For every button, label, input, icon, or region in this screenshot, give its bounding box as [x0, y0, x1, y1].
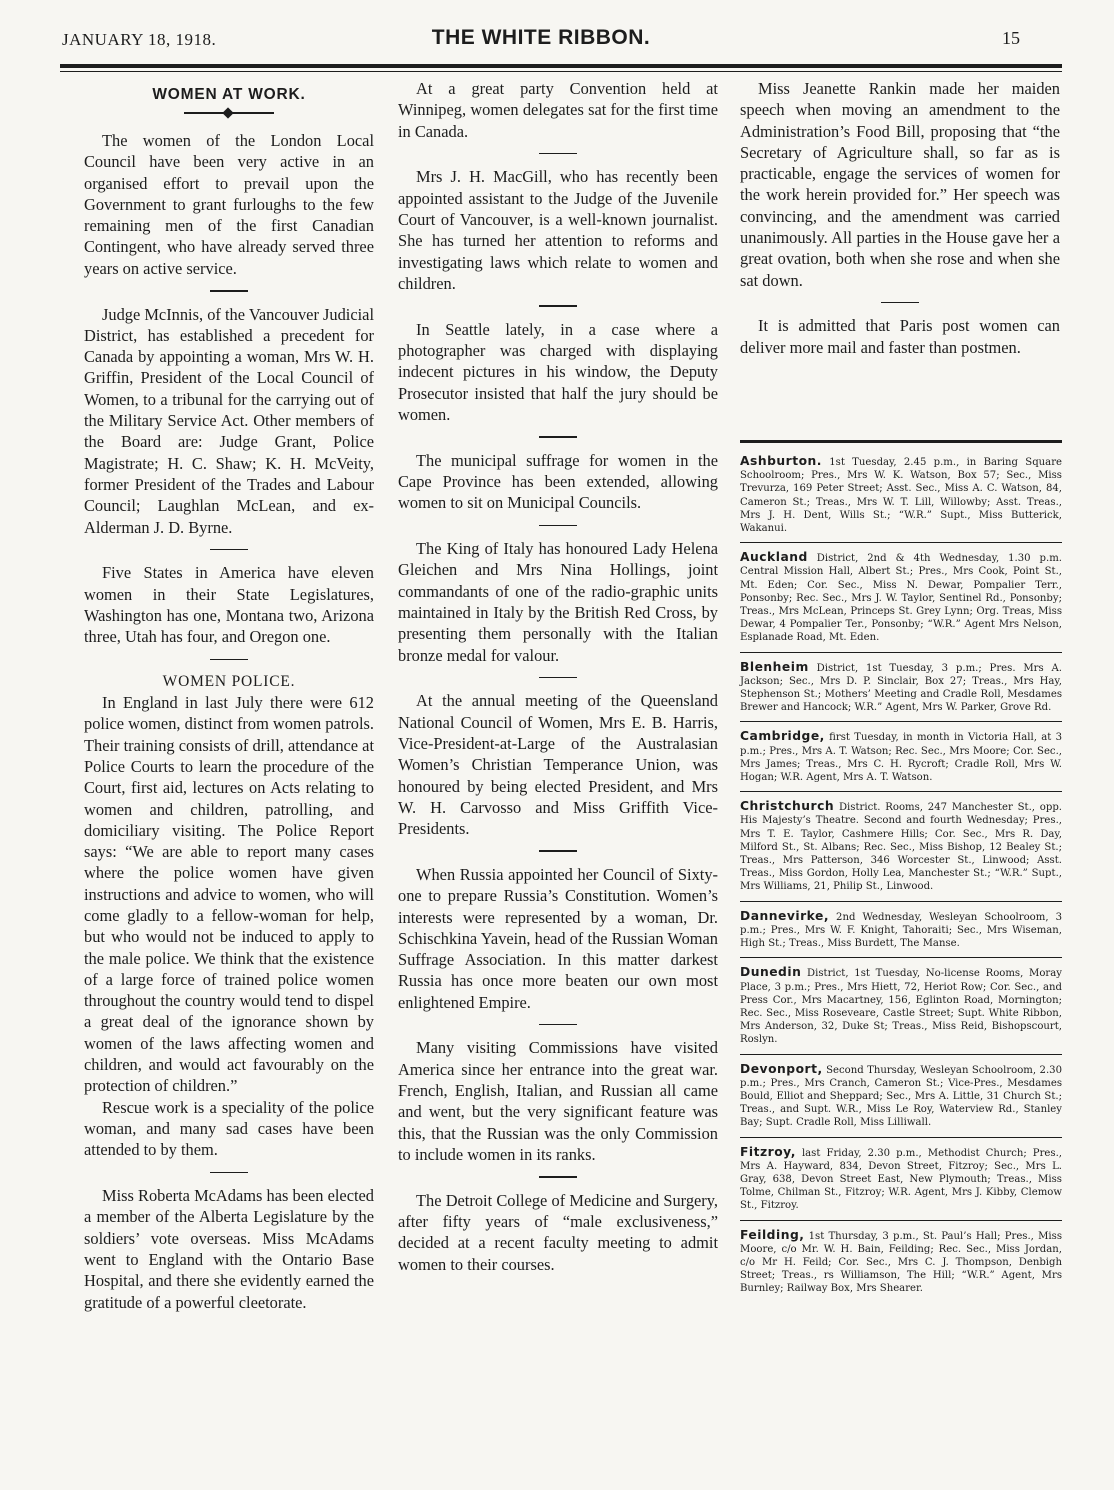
short-rule — [210, 1172, 248, 1174]
branch-details: 2nd Wednesday, Wesleyan Schoolroom, 3 p.m.; Pres., Mrs W. F. Knight, Tahoraiti; Sec., Mrs Wiseman, High St.; Treas., Miss Burdett, The Manse. — [740, 911, 1062, 950]
article-paragraph: The Detroit College of Medicine and Surgery, after fifty years of “male exclusiveness,” decided at a recent faculty meeting to admit women to their courses. — [398, 1190, 718, 1274]
column-3 — [740, 78, 1060, 358]
branch-details: Second Thursday, Wesleyan Schoolroom, 2.30 p.m.; Pres., Mrs Cranch, Cameron St.; Vice-Pres., Mesdames Bould, Elliot and Sheppard; Sec., Mrs A. Little, 31 Church St.; Treas., and Supt. W.R., Miss Le Roy, Waterview Rd., Stanley Bay; Supt. Cradle Roll, Miss Lilliwall. — [740, 1064, 1062, 1129]
directory-entry — [740, 1146, 1062, 1213]
article-paragraph: At a great party Convention held at Winnipeg, women delegates sat for the first time in Canada. — [398, 79, 718, 141]
ornament-divider — [184, 108, 274, 118]
branch-details: 1st Thursday, 3 p.m., St. Paul’s Hall; Pres., Miss Moore, c/o Mr. W. H. Bain, Feilding; Rec. Sec., Miss Jordan, c/o Mr H. Feild; Cor. Sec., Mrs C. J. Thompson, Denbigh Street; Treas., rs Williamson, The Hill; “W.R.” Agent, Mrs Burnley; Railway Box, Mrs Shearer. — [740, 1230, 1062, 1295]
short-rule — [881, 302, 919, 304]
article-paragraph: The women of the London Local Council have been very active in an organised effort to prevail upon the Government to grant furloughs to the few remaining men of the first Canadian Contingent, who have already served three years on active service. — [84, 131, 374, 278]
entry-divider — [740, 1220, 1062, 1221]
branch-details: District, 2nd & 4th Wednesday, 1.30 p.m. Central Mission Hall, Albert St.; Pres., Mrs Cook, Point St., Mt. Eden; Cor. Sec., Miss N. Dewar, Pompalier Terr., Ponsonby; Rec. Sec., Mrs J. W. Taylor, Sentinel Rd., Ponsonby; Treas., Mrs McLean, Princeps St. Grey Lynn; Org. Treas, Miss Dewar, 4 Pompalier Ter., Ponsonby; “W.R.” Agent Mrs Nelson, Esplanade Road, Mt. Eden. — [740, 553, 1062, 644]
short-rule — [539, 436, 577, 438]
branch-name: Blenheim — [740, 659, 809, 674]
article-paragraph: Rescue work is a speciality of the police woman, and many sad cases have been attended to by them. — [84, 1097, 374, 1160]
directory-entry — [740, 455, 1062, 535]
article-paragraph: Miss Jeanette Rankin made her maiden speech when moving an amendment to the Administration’s Food Bill, proposing that “the Secretary of Agriculture shall, so far as is practicable, engage the services of women for the work herein provided for.” Her speech was convincing, and the amendment was carried unanimously. All parties in the House gave her a great ovation, both when she rose and when she sat down. — [740, 79, 1060, 290]
section-heading: WOMEN AT WORK. — [152, 86, 306, 103]
branch-name: Dunedin — [740, 965, 802, 980]
newspaper-title: THE WHITE RIBBON. — [431, 26, 651, 49]
entry-divider — [740, 542, 1062, 543]
branch-name: Auckland — [740, 550, 808, 565]
directory-entry — [740, 910, 1062, 951]
branch-details: 1st Tuesday, 2.45 p.m., in Baring Square Schoolroom; Pres., Mrs W. K. Watson, Box 57; Sec., Miss Trevurza, 169 Peter Street; Asst. Sec., Miss A. C. Watson, 84, Cameron St.; Treas., Mrs W. T. Lill, Willowby; Asst. Treas., Mrs J. H. Dent, Wills St.; “W.R.” Supt., Miss Butterick, Wakanui. — [740, 457, 1062, 535]
entry-divider — [740, 791, 1062, 792]
branch-name: Dannevirke, — [740, 908, 830, 923]
header-rule-thick — [60, 64, 1062, 68]
branch-name: Cambridge, — [740, 729, 825, 744]
directory-rule — [740, 440, 1062, 443]
branch-name: Fitzroy, — [740, 1144, 796, 1159]
article-paragraph: Mrs J. H. MacGill, who has recently been appointed assistant to the Judge of the Juvenile Court of Vancouver, is a well-known journalist. She has turned her attention to reforms and investigating laws which relate to women and children. — [398, 167, 718, 293]
subheading: WOMEN POLICE. — [162, 673, 296, 691]
entry-divider — [740, 901, 1062, 902]
article-paragraph: It is admitted that Paris post women can deliver more mail and faster than postmen. — [740, 316, 1060, 357]
issue-date: JANUARY 18, 1918. — [62, 30, 217, 49]
short-rule — [210, 659, 248, 661]
article-paragraph: Many visiting Commissions have visited America since her entrance into the great war. French, English, Italian, and Russian all came and went, but the very significant feature was this, that the Russian was the only Commission to include women in its ranks. — [398, 1038, 718, 1164]
article-paragraph: Judge McInnis, of the Vancouver Judicial District, has established a precedent for Canada by appointing a woman, Mrs W. H. Griffin, President of the Local Council of Women, to a tribunal for the carrying out of the Military Service Act. Other members of the Board are: Judge Grant, Police Magistrate; H. C. Shaw; K. H. McVeity, former President of the Trades and Labour Council; Laughlan McLean, and ex-Alderman J. D. Byrne. — [84, 304, 374, 537]
short-rule — [539, 850, 577, 852]
union-directory — [740, 440, 1062, 1296]
branch-details: last Friday, 2.30 p.m., Methodist Church; Pres., Mrs A. Hayward, 834, Devon Street, Fitzroy; Sec., Mrs L. Gray, 638, Devon Street East, New Plymouth; Treas., Miss Tolme, Chilman St., Fitzroy; W.R. Agent, Mrs J. Kibby, Clemow St., Fitzroy. — [740, 1147, 1062, 1212]
article-paragraph: At the annual meeting of the Queensland National Council of Women, Mrs E. B. Harris, Vice-President-at-Large of the Australasian Women’s Christian Temperance Union, was honoured by being elected President, and Mrs W. H. Carvosso and Miss Griffith Vice-Presidents. — [398, 691, 718, 839]
directory-entry — [740, 800, 1062, 893]
branch-details: first Tuesday, in month in Victoria Hall, at 3 p.m.; Pres., Mrs A. T. Watson; Rec. Sec., Mrs Moore; Cor. Sec., Mrs James; Treas., Mrs C. H. Rycroft; Cradle Roll, Mrs W. Hogan; W.R. Agent, Mrs A. T. Watson. — [740, 732, 1062, 784]
entry-divider — [740, 1137, 1062, 1138]
short-rule — [539, 305, 577, 307]
column-2 — [398, 78, 718, 1275]
article-paragraph: In England in last July there were 612 police women, distinct from women patrols. Their training consists of drill, attendance at Police Courts to learn the procedure of the Court, first aid, lectures on Acts relating to women and children, patrolling, and domiciliary visiting. The Police Report says: “We are able to report many cases where the police women have given instructions and advice to women, who will come gladly to a fellow-woman for help, but who would not be induced to apply to the male police. We think that the existence of a large force of trained police women throughout the country would tend to dispel a great deal of the ignorance shown by women of the laws affecting women and children, and would act favourably on the protection of children.” — [84, 693, 374, 1096]
branch-details: District, 1st Tuesday, No-license Rooms, Moray Place, 3 p.m.; Pres., Mrs Hiett, 72, Heriot Row; Cor. Sec., and Press Cor., Mrs Macartney, 156, Eglinton Road, Mornington; Rec. Sec., Miss Roseveare, Castle Street; Supt. White Ribbon, Mrs Anderson, 32, Duke St; Treas., Miss Reid, Bishopscourt, Roslyn. — [740, 968, 1062, 1046]
article-paragraph: The King of Italy has honoured Lady Helena Gleichen and Mrs Nina Hollings, joint commandants of one of the radio-graphic units maintained in Italy by the British Red Cross, by presenting them personally with the Italian bronze medal for valour. — [398, 539, 718, 665]
column-1 — [84, 78, 374, 1313]
directory-entry — [740, 551, 1062, 644]
article-paragraph: Miss Roberta McAdams has been elected a member of the Alberta Legislature by the soldiers’ vote overseas. Miss McAdams went to England with the Ontario Base Hospital, and there she evidently earned the gratitude of a powerful cleetorate. — [84, 1186, 374, 1312]
branch-name: Devonport, — [740, 1061, 823, 1076]
short-rule — [210, 290, 248, 292]
branch-details: District, 1st Tuesday, 3 p.m.; Pres. Mrs A. Jackson; Sec., Mrs D. P. Sinclair, Box 27; Treas., Mrs Hay, Stephenson St.; Mothers’ Meeting and Cradle Roll, Mesdames Brewer and Hancock; W.R.” Agent, Mrs W. Parker, Grove Rd. — [740, 662, 1062, 714]
directory-entry — [740, 966, 1062, 1046]
entry-divider — [740, 721, 1062, 722]
short-rule — [539, 153, 577, 155]
entry-divider — [740, 1054, 1062, 1055]
short-rule — [210, 549, 248, 551]
article-paragraph: In Seattle lately, in a case where a photographer was charged with displaying indecent pictures in his window, the Deputy Prosecutor insisted that half the jury should be women. — [398, 319, 718, 424]
directory-entry — [740, 730, 1062, 784]
article-paragraph: When Russia appointed her Council of Sixty-one to prepare Russia’s Constitution. Women’s interests were represented by a woman, Dr. Schischkina Yavein, head of the Russian Woman Suffrage Association. In this matter darkest Russia has once more beaten our own most enlightened Empire. — [398, 864, 718, 1012]
directory-entry — [740, 1229, 1062, 1296]
short-rule — [539, 1176, 577, 1178]
article-paragraph: The municipal suffrage for women in the Cape Province has been extended, allowing women to sit on Municipal Councils. — [398, 450, 718, 513]
entry-divider — [740, 652, 1062, 653]
short-rule — [539, 525, 577, 527]
entry-divider — [740, 957, 1062, 958]
header-rule-thin — [60, 71, 1062, 72]
short-rule — [539, 1024, 577, 1026]
page-header — [62, 26, 1020, 54]
directory-entry — [740, 661, 1062, 715]
branch-name: Christchurch — [740, 799, 835, 814]
short-rule — [539, 677, 577, 679]
branch-name: Ashburton. — [740, 454, 822, 468]
branch-details: District. Rooms, 247 Manchester St., opp. His Majesty’s Theatre. Second and fourth Wednesday; Pres., Mrs T. E. Taylor, Cashmere Hills; Cor. Sec., Mrs R. Day, Milford St., St. Albans; Rec. Sec., Miss Bishop, 12 Bealey St.; Treas., Mrs Patterson, 346 Worcester St., Linwood; Asst. Treas., Miss Gordon, Holly Lea, Manchester St.; “W.R.” Supt., Mrs Williams, 21, Philip St., Linwood. — [740, 802, 1062, 893]
branch-name: Feilding, — [740, 1227, 805, 1242]
directory-entry — [740, 1063, 1062, 1130]
article-paragraph: Five States in America have eleven women in their State Legislatures, Washington has one, Montana two, Arizona three, Utah has four, and Oregon one. — [84, 563, 374, 647]
page-number: 15 — [1002, 28, 1020, 48]
